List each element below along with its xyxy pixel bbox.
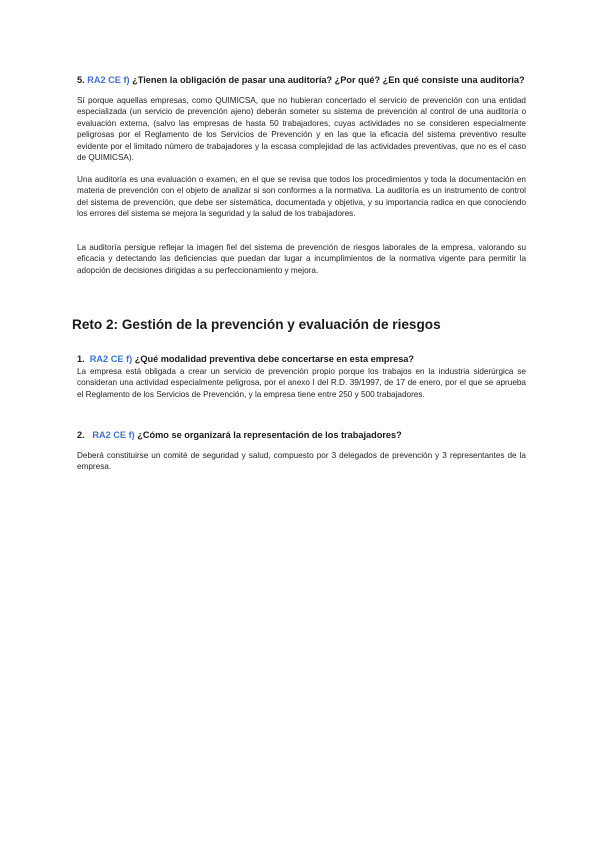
question-text: ¿Tienen la obligación de pasar una auditoría? ¿Por qué? ¿En qué consiste una auditoría? bbox=[132, 75, 525, 85]
question-tag: RA2 CE f) bbox=[87, 75, 130, 85]
question-number: 1. bbox=[77, 354, 85, 364]
question-text: ¿Cómo se organizará la representación de los trabajadores? bbox=[137, 430, 402, 440]
question-5-heading bbox=[77, 75, 527, 85]
question-number: 5. bbox=[77, 75, 85, 85]
question-text: ¿Qué modalidad preventiva debe concertarse en esta empresa? bbox=[134, 354, 415, 364]
question-tag: RA2 CE f) bbox=[92, 430, 135, 440]
answer-paragraph: La empresa está obligada a crear un servicio de prevención propio porque los trabajos en la industria siderúrgica se consideran una actividad especialmente peligrosa, por el anexo I del R.D. 39/1997, de 17 de enero, por el que se aprueba el Reglamento de los Servicios de Prevención, y la empresa tiene entre 250 y 500 trabajadores. bbox=[77, 367, 526, 399]
question-1-heading bbox=[77, 354, 527, 364]
question-tag: RA2 CE f) bbox=[89, 354, 133, 364]
paragraph: Sí porque aquellas empresas, como QUIMICSA, que no hubieran concertado el servicio de prevención con una entidad especializada (un servicio de prevención ajeno) deberán someter su sistema de prevención al control de una auditoría o evaluación externa, (salvo las empresas de hasta 50 trabajadores, cuyas actividades no se consideren especialmente peligrosas por el Reglamento de los Servicios de Prevención y en las que la eficacia del sistema preventivo resulte evidente por el limitado número de trabajadores y la escasa complejidad de las actividades preventivas, que no es el caso de QUIMICSA). bbox=[77, 96, 526, 163]
question-2-heading bbox=[77, 430, 527, 440]
paragraph: Una auditoría es una evaluación o examen, en el que se revisa que todos los procedimientos y toda la documentación en materia de prevención con el objeto de analizar si son conformes a la normativa. La auditoría es un instrumento de control del sistema de prevención, que debe ser sistemática, documentada y objetiva, y su importancia radica en que conociendo los errores del sistema se mejora la seguridad y la salud de los trabajadores. bbox=[77, 175, 526, 219]
section-heading: Reto 2: Gestión de la prevención y evaluación de riesgos bbox=[72, 317, 441, 332]
question-number: 2. bbox=[77, 430, 85, 440]
paragraph: La auditoría persigue reflejar la imagen fiel del sistema de prevención de riesgos laborales de la empresa, valorando su eficacia y detectando las deficiencias que puedan dar lugar a incumplimientos de la normativa vigente para permitir la adopción de decisiones dirigidas a su perfeccionamiento y mejora. bbox=[77, 243, 526, 275]
answer-paragraph: Deberá constituirse un comité de seguridad y salud, compuesto por 3 delegados de prevención y 3 representantes de la empresa. bbox=[77, 451, 526, 472]
